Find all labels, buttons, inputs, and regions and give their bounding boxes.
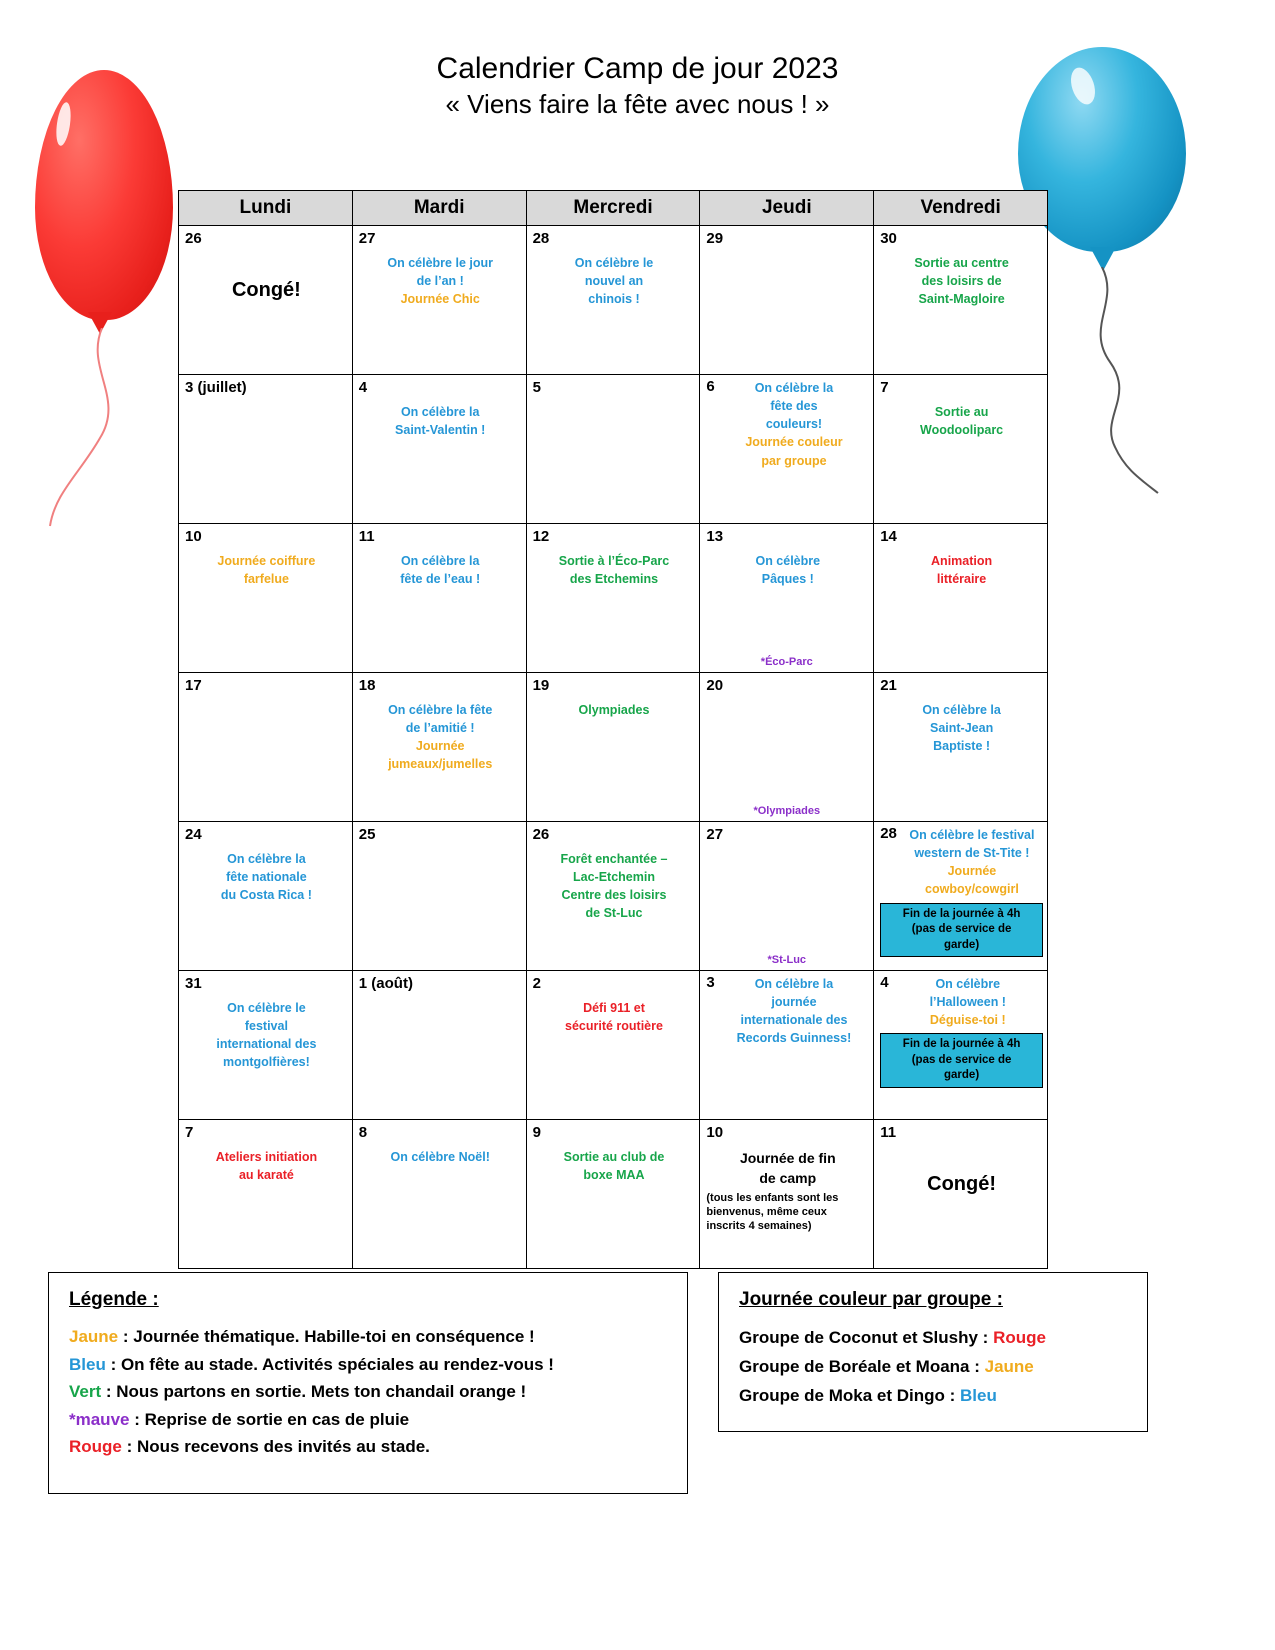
legend-item (69, 1323, 667, 1351)
group-color-value: Bleu (960, 1386, 997, 1406)
calendar-day-cell[interactable] (179, 226, 353, 375)
activity-line: Centre des loisirs (561, 888, 667, 903)
column-header-lundi: Lundi (179, 191, 353, 226)
activity-line: Forêt enchantée – (560, 852, 668, 866)
notice-line: garde) (944, 1069, 980, 1082)
calendar-day-cell[interactable] (874, 226, 1048, 375)
calendar-day-cell[interactable] (700, 375, 874, 524)
calendar-week-row (179, 524, 1048, 673)
activity-line: On célèbre le (227, 1001, 306, 1015)
group-color-value: Jaune (984, 1357, 1034, 1377)
calendar-day-cell[interactable] (700, 673, 874, 822)
calendar-week-row (179, 673, 1048, 822)
activity-line: Déguise-toi ! (929, 1013, 1006, 1028)
activity-line: On célèbre la (400, 405, 480, 419)
activity-line: cowboy/cowgirl (925, 882, 1019, 897)
notice-line: Fin de la journée à 4h (902, 1038, 1021, 1051)
legend-item-description: : Nous recevons des invités au stade. (121, 1437, 430, 1457)
notice-line: Fin de la journée à 4h (902, 907, 1021, 920)
legend-item-key: *mauve (69, 1409, 130, 1429)
day-number: 31 (185, 975, 202, 992)
activity-line: On célèbre la (227, 852, 306, 866)
page-title (0, 50, 1275, 120)
day-number: 26 (532, 826, 550, 843)
calendar-day-cell[interactable] (179, 1120, 353, 1269)
day-activity-text (719, 379, 869, 470)
day-number: 14 (880, 528, 897, 545)
activity-line: Défi 911 et (583, 1001, 645, 1015)
activity-line: Pâques ! (761, 572, 814, 587)
activity-line: fête de l’eau ! (400, 572, 481, 587)
activity-line: du Costa Rica ! (220, 888, 312, 903)
calendar-week-row (179, 971, 1048, 1120)
early-dismissal-notice (880, 903, 1043, 958)
day-activity-text (880, 1170, 1043, 1199)
legend-item-description: : Reprise de sortie en cas de pluie (129, 1409, 410, 1429)
activity-line: Journée coiffure (217, 554, 316, 568)
legend-title: Légende : (69, 1289, 159, 1310)
activity-line: On célèbre le (574, 256, 654, 270)
calendar-day-cell[interactable] (526, 822, 700, 971)
activity-line: Journée Chic (400, 292, 480, 307)
legend-item-description: : Journée thématique. Habille-toi en conséquence ! (118, 1327, 535, 1346)
legend-item-key: Jaune (69, 1327, 119, 1346)
activity-line: Journée (415, 739, 465, 754)
activity-line: Lac-Etchemin (573, 870, 655, 885)
day-number: 18 (358, 677, 376, 694)
day-number: 5 (532, 379, 541, 396)
legend-rows (69, 1323, 667, 1461)
activity-line: boxe MAA (583, 1168, 645, 1183)
day-activity-text (533, 1148, 696, 1184)
activity-line: Olympiades (578, 703, 650, 717)
calendar-day-cell[interactable] (700, 822, 874, 971)
day-activity-text (533, 850, 696, 923)
day-number: 7 (185, 1124, 194, 1141)
day-number: 6 (706, 378, 715, 395)
activity-line: Congé! (927, 1173, 997, 1195)
day-number: 26 (185, 230, 202, 247)
activity-line: internationale des (740, 1013, 848, 1028)
activity-line: Saint-Jean (929, 721, 994, 736)
small-note-line: (tous les enfants sont les (706, 1191, 839, 1204)
title-line-2: « Viens faire la fête avec nous ! » (445, 88, 830, 119)
day-activity-text (719, 975, 869, 1048)
activity-line: de l’amitié ! (405, 721, 475, 736)
activity-line: On célèbre la fête (388, 703, 493, 717)
activity-line: fête des (770, 399, 818, 414)
legend-item (69, 1351, 667, 1379)
day-activity-text (185, 850, 348, 904)
day-number: 27 (358, 230, 376, 247)
activity-line: On célèbre la (922, 703, 1001, 717)
group-color-item (739, 1381, 1127, 1410)
day-number: 4 (880, 974, 889, 991)
activity-line: Baptiste ! (933, 739, 991, 754)
small-note-line: bienvenus, même ceux (706, 1205, 827, 1218)
rain-backup-note: *St-Luc (767, 954, 807, 966)
day-activity-text (185, 276, 348, 305)
calendar-day-cell[interactable] (179, 822, 353, 971)
legend-panel (48, 1272, 688, 1494)
activity-line: fête nationale (226, 870, 307, 885)
balloon-blue-string (1040, 267, 1170, 497)
day-activity-text (901, 826, 1043, 899)
group-name: Groupe de Boréale et Moana : (739, 1357, 985, 1377)
day-activity-text (880, 552, 1043, 588)
calendar-day-cell[interactable] (700, 1120, 874, 1269)
early-dismissal-notice (880, 1033, 1043, 1088)
calendar-day-cell[interactable] (179, 673, 353, 822)
activity-line: journée (771, 995, 817, 1010)
activity-line: Saint-Magloire (918, 292, 1005, 307)
activity-line: festival (244, 1019, 288, 1034)
group-colors-title: Journée couleur par groupe : (739, 1289, 1003, 1310)
title-line-1: Calendrier Camp de jour 2023 (436, 52, 839, 85)
activity-line: On célèbre le festival (909, 828, 1035, 842)
day-number: 8 (358, 1124, 368, 1141)
calendar-day-cell[interactable] (352, 375, 526, 524)
calendar-day-cell[interactable] (352, 524, 526, 673)
activity-line: On célèbre (755, 554, 821, 568)
day-activity-text (880, 701, 1043, 755)
activity-line: On célèbre Noël! (390, 1150, 490, 1164)
group-name: Groupe de Coconut et Slushy : (739, 1328, 994, 1347)
calendar-day-cell[interactable] (352, 822, 526, 971)
calendar-day-cell[interactable] (526, 226, 700, 375)
calendar-day-cell[interactable] (526, 524, 700, 673)
day-number: 17 (185, 677, 202, 694)
day-activity-text (185, 999, 348, 1072)
calendar-day-cell[interactable] (874, 375, 1048, 524)
column-header-mercredi: Mercredi (526, 191, 700, 226)
activity-line: On célèbre la (754, 977, 834, 991)
day-number: 10 (706, 1124, 724, 1141)
group-colors-panel (718, 1272, 1148, 1432)
activity-line: Saint-Valentin ! (395, 423, 486, 438)
day-number: 19 (532, 677, 550, 694)
activity-line: montgolfières! (222, 1055, 310, 1070)
day-number: 2 (532, 975, 541, 992)
calendar-day-cell[interactable] (179, 971, 353, 1120)
activity-line: Sortie à l’Éco-Parc (558, 554, 670, 568)
day-number: 21 (880, 677, 897, 694)
day-number: 1 (août) (358, 975, 413, 992)
legend-item-description: : On fête au stade. Activités spéciales au rendez-vous ! (105, 1354, 554, 1374)
calendar-day-cell[interactable] (526, 971, 700, 1120)
small-note-line: inscrits 4 semaines) (706, 1220, 812, 1233)
legend-item (69, 1378, 667, 1406)
calendar-table (178, 190, 1048, 1269)
day-activity-text (359, 1148, 522, 1166)
activity-line: Animation (931, 554, 993, 568)
activity-line: Journée couleur (745, 435, 843, 450)
calendar-day-cell[interactable] (352, 226, 526, 375)
activity-line: western de St-Tite ! (914, 846, 1030, 861)
activity-line: des loisirs de (921, 274, 1002, 289)
group-colors-rows (739, 1323, 1127, 1411)
activity-line: Records Guinness! (736, 1031, 852, 1046)
day-activity-text (185, 552, 348, 588)
activity-line: Congé! (231, 279, 301, 301)
activity-line: Sortie au club de (563, 1150, 665, 1164)
day-number: 10 (185, 528, 202, 545)
day-number: 27 (706, 826, 724, 843)
day-number: 13 (706, 528, 724, 545)
activity-line: de St-Luc (585, 906, 643, 921)
day-activity-text (893, 975, 1043, 1029)
calendar-day-cell[interactable] (526, 1120, 700, 1269)
day-activity-text (359, 701, 522, 774)
day-number: 25 (358, 826, 376, 843)
activity-line: On célèbre la (754, 381, 834, 395)
day-activity-text (880, 254, 1043, 308)
calendar-day-cell[interactable] (179, 375, 353, 524)
calendar-header-row (179, 191, 1048, 226)
calendar-body (179, 226, 1048, 1269)
calendar-day-cell[interactable] (352, 673, 526, 822)
day-number: 12 (532, 528, 550, 545)
activity-line: Woodooliparc (920, 423, 1004, 438)
activity-line: couleurs! (765, 417, 823, 432)
day-number: 3 (juillet) (185, 379, 247, 396)
notice-line: (pas de service de (911, 923, 1012, 936)
group-name: Groupe de Moka et Dingo : (739, 1386, 961, 1406)
legend-item-description: : Nous partons en sortie. Mets ton chandail orange ! (101, 1382, 527, 1402)
day-number: 28 (532, 230, 550, 247)
day-activity-text (359, 403, 522, 439)
activity-line: jumeaux/jumelles (388, 757, 493, 772)
day-number: 9 (532, 1124, 541, 1141)
calendar-week-row (179, 375, 1048, 524)
activity-line: chinois ! (588, 292, 640, 307)
calendar-day-cell[interactable] (874, 524, 1048, 673)
day-small-note (706, 1191, 869, 1234)
calendar-week-row (179, 822, 1048, 971)
legend-item (69, 1433, 667, 1461)
calendar-day-cell[interactable] (874, 971, 1048, 1120)
group-color-value: Rouge (993, 1328, 1046, 1347)
day-number: 4 (358, 379, 368, 396)
calendar-day-cell[interactable] (700, 226, 874, 375)
calendar-day-cell[interactable] (526, 375, 700, 524)
column-header-mardi: Mardi (352, 191, 526, 226)
activity-line: farfelue (243, 572, 289, 587)
notice-line: (pas de service de (911, 1053, 1012, 1066)
calendar-day-cell[interactable] (700, 524, 874, 673)
calendar-week-row (179, 226, 1048, 375)
day-number: 11 (880, 1124, 897, 1141)
day-number: 3 (706, 974, 715, 991)
column-header-vendredi: Vendredi (874, 191, 1048, 226)
calendar-day-cell[interactable] (874, 822, 1048, 971)
day-activity-text (533, 552, 696, 588)
calendar-day-cell[interactable] (352, 971, 526, 1120)
day-activity-text (880, 403, 1043, 439)
day-number: 28 (880, 825, 897, 842)
calendar-day-cell[interactable] (526, 673, 700, 822)
day-number: 7 (880, 379, 889, 396)
activity-line: littéraire (936, 572, 987, 587)
day-activity-text (706, 1148, 869, 1189)
group-color-item (739, 1323, 1127, 1352)
activity-line: sécurité routière (565, 1019, 663, 1034)
day-number: 29 (706, 230, 724, 247)
day-number: 24 (185, 826, 202, 843)
day-number: 30 (880, 230, 897, 247)
legend-item (69, 1406, 667, 1434)
activity-line: On célèbre le jour (387, 256, 493, 270)
activity-line: l’Halloween ! (929, 995, 1006, 1010)
activity-line: Ateliers initiation (215, 1150, 318, 1164)
activity-line: Journée de fin (739, 1150, 836, 1166)
legend-item-key: Rouge (69, 1437, 122, 1457)
balloon-red-string (45, 328, 165, 528)
activity-line: de camp (759, 1170, 817, 1187)
day-activity-text (533, 254, 696, 308)
activity-line: On célèbre (935, 977, 1001, 991)
rain-backup-note: *Olympiades (753, 805, 821, 817)
activity-line: des Etchemins (569, 572, 659, 587)
day-number: 11 (358, 528, 375, 545)
calendar-day-cell[interactable] (352, 1120, 526, 1269)
activity-line: au karaté (238, 1168, 294, 1183)
day-activity-text (533, 999, 696, 1035)
activity-line: de l’an ! (416, 274, 464, 289)
activity-line: Sortie au centre (914, 256, 1009, 270)
rain-backup-note: *Éco-Parc (760, 656, 813, 668)
column-header-jeudi: Jeudi (700, 191, 874, 226)
day-activity-text (359, 254, 522, 308)
calendar-day-cell[interactable] (179, 524, 353, 673)
activity-line: On célèbre la (400, 554, 480, 568)
day-activity-text (533, 701, 696, 719)
calendar-day-cell[interactable] (874, 1120, 1048, 1269)
day-activity-text (359, 552, 522, 588)
day-activity-text (185, 1148, 348, 1184)
group-color-item (739, 1352, 1127, 1381)
notice-line: garde) (944, 938, 980, 951)
legend-item-key: Bleu (69, 1354, 106, 1374)
day-number: 20 (706, 677, 724, 694)
legend-item-key: Vert (69, 1382, 102, 1402)
calendar-week-row (179, 1120, 1048, 1269)
activity-line: nouvel an (584, 274, 644, 289)
day-activity-text (706, 552, 869, 588)
calendar-day-cell[interactable] (700, 971, 874, 1120)
activity-line: Journée (947, 864, 997, 879)
calendar-day-cell[interactable] (874, 673, 1048, 822)
activity-line: international des (216, 1037, 317, 1052)
activity-line: Sortie au (934, 405, 989, 419)
activity-line: par groupe (761, 453, 827, 468)
